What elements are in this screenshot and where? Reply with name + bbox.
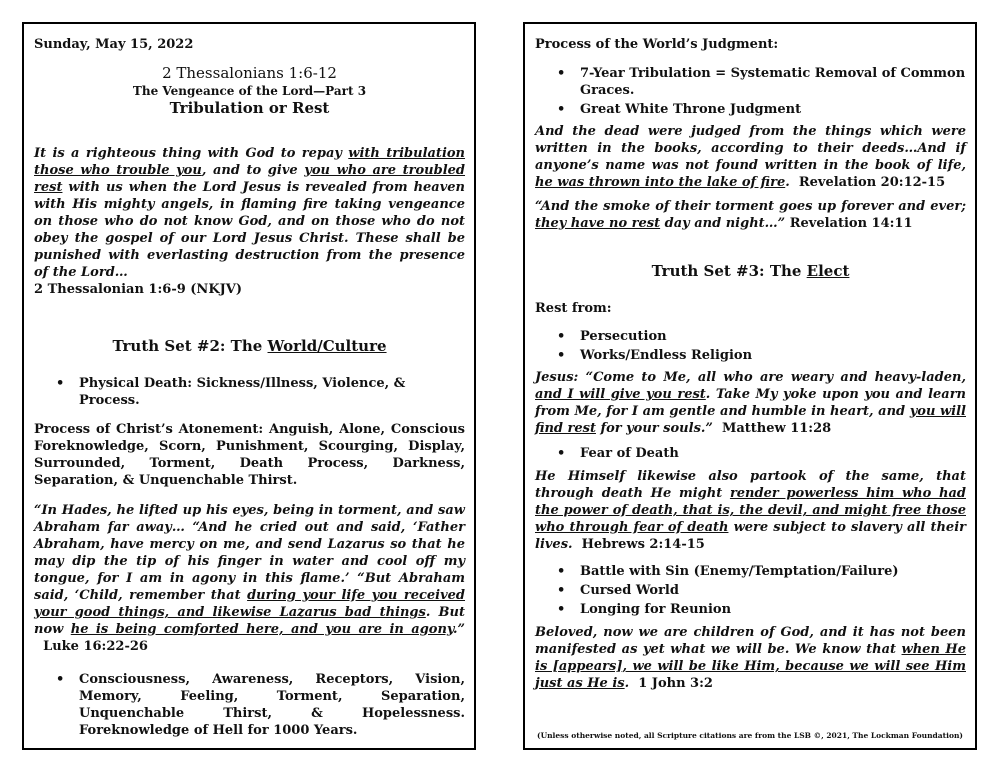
list-item: • Great White Throne Judgment [535, 101, 966, 118]
judgment-list [535, 65, 966, 118]
left-page [22, 22, 476, 750]
list-item: • Physical Death: Sickness/Illness, Violence, & Process. [34, 375, 465, 409]
more-list [535, 563, 966, 618]
passage-matthew: Jesus: “Come to Me, all who are weary and heavy-laden, and I will give you rest. Take My yoke upon you and learn from Me, for I am gentle and humble in heart, and you will find rest for your souls.” Matthew 11:28 [535, 370, 967, 436]
physical-death-list [34, 375, 465, 409]
rest-from-label: Rest from: [535, 301, 612, 316]
list-item: • Fear of Death [535, 445, 966, 462]
list-item: • Works/Endless Religion [535, 347, 966, 364]
atonement-paragraph: Process of Christ’s Atonement: Anguish, Alone, Conscious Foreknowledge, Scorn, Punishment, Scourging, Display, Surrounded, Torment, Death Process, Darkness, Separation, & Unquenchable Thirst. [34, 422, 465, 488]
right-page [523, 22, 977, 750]
list-item: • Persecution [535, 328, 966, 345]
sermon-subtitle: The Vengeance of the Lord—Part 3 [132, 84, 367, 98]
passage-revelation-20: And the dead were judged from the things which were written in the books, according to their deeds…And if anyone’s name was not found written in the book of life, he was thrown into the lake of fire. Revelation 20:12-15 [535, 124, 966, 190]
passage-luke: “In Hades, he lifted up his eyes, being in torment, and saw Abraham far away… “And he cried out and said, ‘Father Abraham, have mercy on me, and send Lazarus so that he may dip the tip of his finger in water and cool off my tongue, for I am in agony in this flame.’ “But Abraham said, ‘Child, remember that during your life you received your good things, and likewise Lazarus bad things. But now he is being comforted here, and you are in agony.” Luke 16:22-26 [34, 503, 466, 654]
fear-list [535, 445, 966, 462]
passage-thessalonians-citation: 2 Thessalonian 1:6-9 (NKJV) [34, 282, 243, 297]
passage-matthew-citation: Matthew 11:28 [721, 421, 832, 436]
service-date: Sunday, May 15, 2022 [34, 37, 194, 52]
passage-thessalonians: It is a righteous thing with God to repay with tribulation those who trouble you, and to give you who are troubled rest with us when the Lord Jesus is revealed from heaven with His mighty angels, in flaming fire taking vengeance on those who do not know God, and on those who do not obey the gospel of our Lord Jesus Christ. These shall be punished with everlasting destruction from the presence of the Lord… [34, 146, 466, 280]
passage-hebrews-citation: Hebrews 2:14-15 [581, 537, 705, 552]
list-item: • Longing for Reunion [535, 601, 966, 618]
scripture-footnote: (Unless otherwise noted, all Scripture citations are from the LSB ©, 2021, The Lockman Foundation) [537, 731, 963, 740]
passage-1-john-citation: 1 John 3:2 [638, 676, 713, 691]
passage-revelation-14: “And the smoke of their torment goes up forever and ever; they have no rest day and night…” Revelation 14:11 [535, 199, 966, 231]
consciousness-list [34, 671, 465, 739]
list-item: • 7-Year Tribulation = Systematic Removal of Common Graces. [535, 65, 966, 99]
passage-hebrews: He Himself likewise also partook of the same, that through death He might render powerless him who had the power of death, that is, the devil, and might free those who through fear of death were subject to slavery all their lives. Hebrews 2:14-15 [535, 469, 966, 552]
truth-set-2-heading: Truth Set #2: The World/Culture [112, 337, 387, 355]
judgment-heading: Process of the World’s Judgment: [535, 37, 779, 52]
passage-luke-citation: Luke 16:22-26 [43, 639, 148, 654]
list-item: • Consciousness, Awareness, Receptors, Vision, Memory, Feeling, Torment, Separation, Unquenchable Thirst, & Hopelessness. Foreknowledge of Hell for 1000 Years. [34, 671, 465, 739]
list-item: • Battle with Sin (Enemy/Temptation/Failure) [535, 563, 966, 580]
passage-revelation-20-citation: Revelation 20:12-15 [798, 175, 946, 190]
passage-1-john: Beloved, now we are children of God, and it has not been manifested as yet what we will be. We know that when He is [appears], we will be like Him, because we will see Him just as He is. 1 John 3:2 [535, 625, 966, 691]
list-item: • Cursed World [535, 582, 966, 599]
scripture-reference: 2 Thessalonians 1:6-12 [162, 64, 337, 82]
rest-list [535, 328, 966, 364]
passage-revelation-14-citation: Revelation 14:11 [789, 216, 913, 231]
truth-set-3-heading: Truth Set #3: The Elect [651, 262, 850, 280]
sermon-title: Tribulation or Rest [169, 99, 330, 117]
